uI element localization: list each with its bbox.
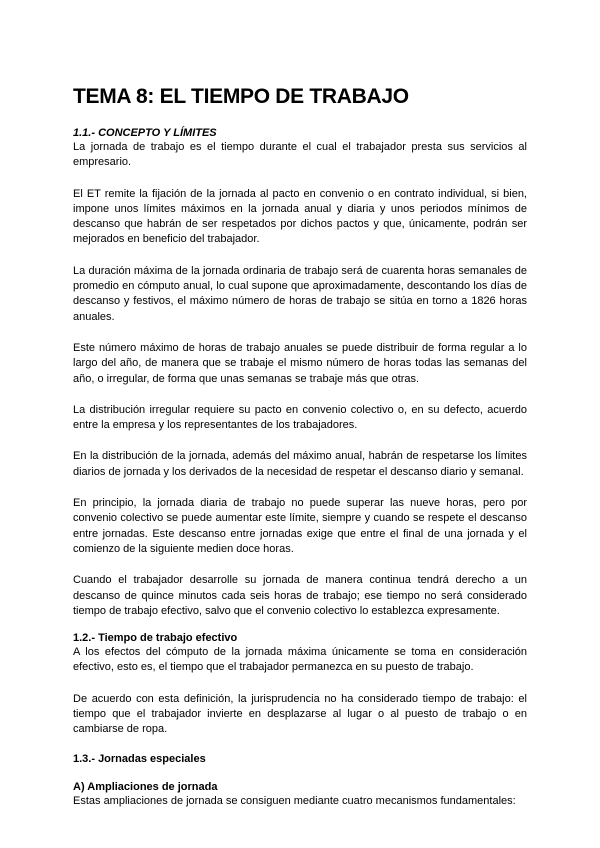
document-page: [73, 84, 527, 809]
paragraph: Cuando el trabajador desarrolle su jornada de manera continua tendrá derecho a un descanso de quince minutos cada seis horas de trabajo; ese tiempo no será considerado tiempo de trabajo efectivo, salvo que el convenio colectivo lo establezca expresamente.: [73, 574, 527, 617]
paragraph: El ET remite la fijación de la jornada al pacto en convenio o en contrato individual, si bien, impone unos límites máximos en la jornada anual y diaria y unos periodos mínimos de descanso que habrán de ser respetados por dichos pactos y que, únicamente, podrán ser mejorados en beneficio del trabajador.: [73, 187, 527, 246]
paragraph: En la distribución de la jornada, además del máximo anual, habrán de respetarse los límites diarios de jornada y los derivados de la necesidad de respetar el descanso diario y semanal.: [73, 450, 527, 478]
paragraph: A los efectos del cómputo de la jornada máxima únicamente se toma en consideración efectivo, esto es, el tiempo que el trabajador permanezca en su puesto de trabajo.: [73, 646, 527, 674]
paragraph: La distribución irregular requiere su pacto en convenio colectivo o, en su defecto, acuerdo entre la empresa y los representantes de los trabajadores.: [73, 403, 527, 432]
section-heading-1-3: 1.3.- Jornadas especiales: [73, 752, 206, 765]
paragraph: De acuerdo con esta definición, la jurisprudencia no ha considerado tiempo de trabajo: el tiempo que el trabajador invierte en desplazarse al lugar o al puesto de trabajo o en cambiarse de ropa.: [73, 692, 527, 736]
section-heading-1-2: 1.2.- Tiempo de trabajo efectivo: [73, 632, 238, 645]
subsection-heading-a: A) Ampliaciones de jornada: [73, 780, 218, 793]
document-title: TEMA 8: EL TIEMPO DE TRABAJO: [73, 85, 409, 108]
paragraph: Este número máximo de horas de trabajo anuales se puede distribuir de forma regular a lo largo del año, de manera que se trabaje el mismo número de horas todas las semanas del año, o irregular, de forma que unas semanas se trabaje más que otras.: [73, 341, 527, 385]
paragraph: La duración máxima de la jornada ordinaria de trabajo será de cuarenta horas semanales de promedio en cómputo anual, lo cual supone que aproximadamente, descontando los días de descanso y festivos, el máximo número de horas de trabajo se sitúa en torno a 1826 horas anuales.: [73, 264, 527, 323]
paragraph: En principio, la jornada diaria de trabajo no puede superar las nueve horas, pero por convenio colectivo se puede aumentar este límite, siempre y cuando se respete el descanso entre jornadas. Este descanso entre jornadas exige que entre el final de una jornada y el comienzo de la siguiente medien doce horas.: [73, 497, 527, 555]
paragraph: Estas ampliaciones de jornada se consiguen mediante cuatro mecanismos fundamentales:: [73, 794, 516, 807]
paragraph: La jornada de trabajo es el tiempo durante el cual el trabajador presta sus servicios al empresario.: [73, 141, 527, 169]
section-heading-1-1: 1.1.- CONCEPTO Y LÍMITES: [73, 127, 217, 139]
